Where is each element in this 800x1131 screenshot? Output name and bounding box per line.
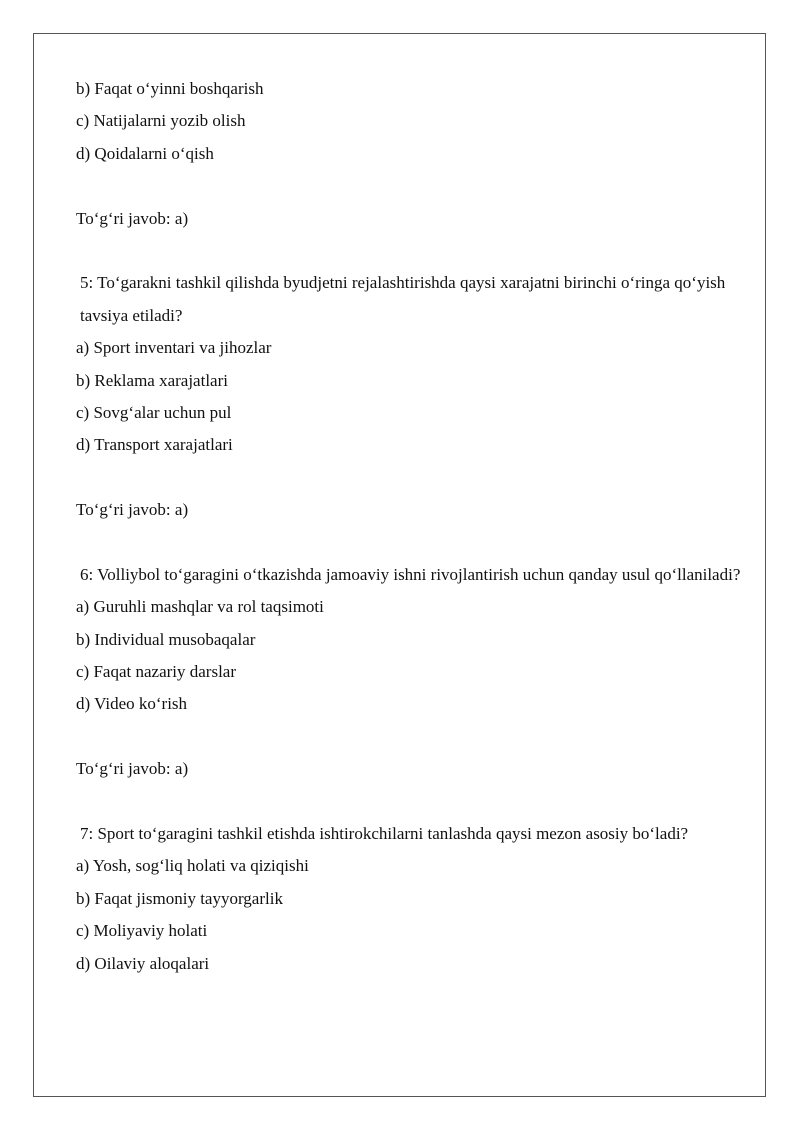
option-d: d) Video ko‘rish (76, 694, 188, 714)
option-d: d) Transport xarajatlari (76, 435, 233, 455)
spacer (76, 786, 756, 818)
option-d: d) Oilaviy aloqalari (76, 953, 210, 973)
option-b: b) Faqat jismoniy tayyorgarlik (76, 888, 283, 908)
option-b: b) Individual musobaqalar (76, 629, 256, 649)
question-text: 5: To‘garakni tashkil qilishda byudjetni rejalashtirishda qaysi xarajatni birinchi o‘ringa qo‘yish tavsiya etiladi? (80, 273, 726, 325)
question-text: 7: Sport to‘garagini tashkil etishda ishtirokchilarni tanlashda qaysi mezon asosiy bo‘ladi? (80, 824, 689, 844)
option-b: b) Reklama xarajatlari (76, 370, 228, 390)
option-c: c) Moliyaviy holati (76, 921, 208, 941)
spacer (76, 235, 756, 267)
option-c: c) Faqat nazariy darslar (76, 662, 236, 682)
option-a: a) Sport inventari va jihozlar (76, 338, 272, 358)
option-a: a) Yosh, sog‘liq holati va qiziqishi (76, 856, 309, 876)
spacer (76, 721, 756, 753)
correct-answer: To‘g‘ri javob: a) (76, 208, 189, 228)
spacer (76, 170, 756, 202)
option-d: d) Qoidalarni o‘qish (76, 143, 214, 163)
correct-answer: To‘g‘ri javob: a) (76, 759, 189, 779)
option-b: b) Faqat o‘yinni boshqarish (76, 79, 264, 98)
spacer (76, 527, 756, 559)
spacer (76, 462, 756, 494)
correct-answer: To‘g‘ri javob: a) (76, 500, 189, 520)
question-block-5 (76, 267, 756, 559)
option-c: c) Sovg‘alar uchun pul (76, 402, 232, 422)
question-block-7 (76, 818, 756, 980)
document-content (76, 73, 756, 980)
option-c: c) Natijalarni yozib olish (76, 111, 246, 131)
option-a: a) Guruhli mashqlar va rol taqsimoti (76, 597, 324, 617)
question-text: 6: Volliybol to‘garagini o‘tkazishda jamoaviy ishni rivojlantirish uchun qanday usul qo‘llaniladi? (80, 564, 741, 584)
question-block-6 (76, 559, 756, 818)
